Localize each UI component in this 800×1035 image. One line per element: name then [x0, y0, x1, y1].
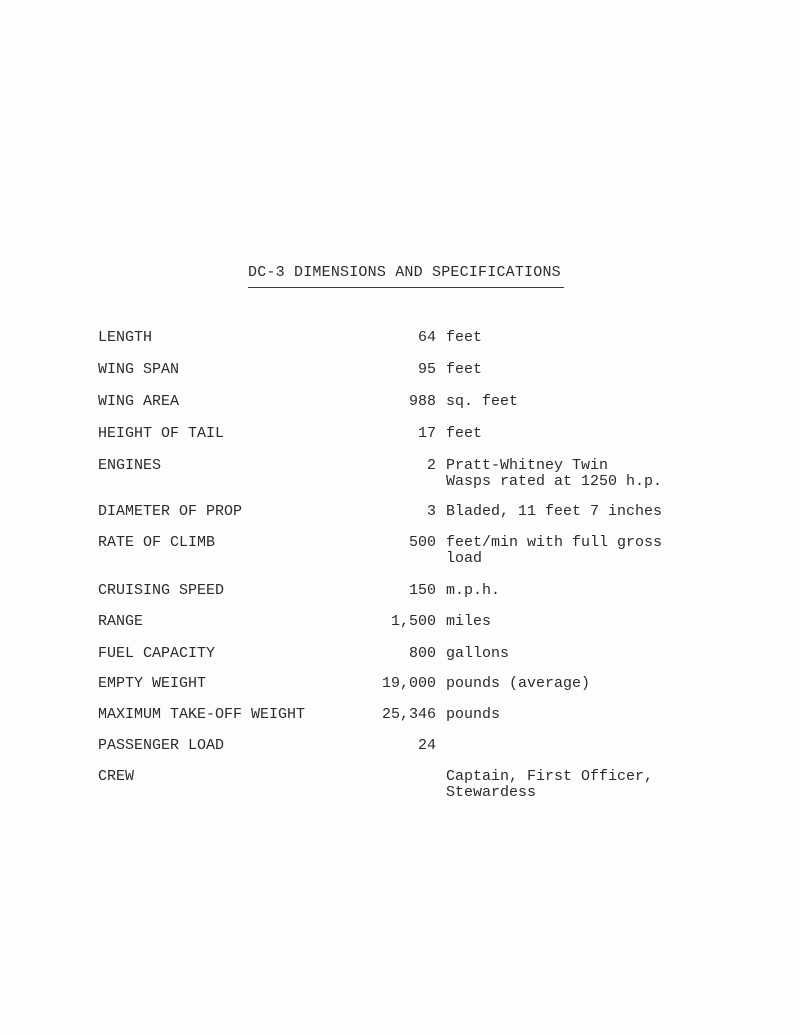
spec-number: 3	[426, 503, 436, 520]
spec-value: gallons	[446, 645, 510, 662]
spec-number: 64	[417, 329, 436, 346]
spec-value: Bladed, 11 feet 7 inches	[446, 503, 663, 520]
spec-label: RANGE	[98, 613, 144, 630]
spec-label: ENGINES	[98, 457, 162, 474]
spec-value: pounds (average)	[446, 675, 591, 692]
spec-label: CREW	[98, 768, 135, 785]
spec-label: RATE OF CLIMB	[98, 534, 216, 551]
spec-label: MAXIMUM TAKE-OFF WEIGHT	[98, 706, 306, 723]
spec-number: 1,500	[390, 613, 436, 630]
spec-label: LENGTH	[98, 329, 153, 346]
spec-value: Pratt-Whitney Twin Wasps rated at 1250 h.p.	[446, 457, 663, 490]
spec-label: EMPTY WEIGHT	[98, 675, 207, 692]
spec-value: feet	[446, 329, 483, 346]
spec-label: DIAMETER OF PROP	[98, 503, 243, 520]
spec-number: 19,000	[381, 675, 436, 692]
title-underline	[248, 287, 564, 288]
spec-value: feet	[446, 425, 483, 442]
spec-number: 2	[426, 457, 436, 474]
spec-label: HEIGHT OF TAIL	[98, 425, 225, 442]
spec-label: WING AREA	[98, 393, 180, 410]
spec-value: feet	[446, 361, 483, 378]
document-title: DC-3 DIMENSIONS AND SPECIFICATIONS	[248, 264, 561, 281]
spec-label: PASSENGER LOAD	[98, 737, 225, 754]
spec-number: 500	[408, 534, 436, 551]
spec-number: 17	[417, 425, 436, 442]
spec-number: 95	[417, 361, 436, 378]
spec-value: pounds	[446, 706, 501, 723]
spec-value: m.p.h.	[446, 582, 501, 599]
spec-value: miles	[446, 613, 492, 630]
spec-label: CRUISING SPEED	[98, 582, 225, 599]
spec-number: 800	[408, 645, 436, 662]
spec-label: FUEL CAPACITY	[98, 645, 216, 662]
spec-value: Captain, First Officer, Stewardess	[446, 768, 654, 801]
spec-value: sq. feet	[446, 393, 519, 410]
spec-number: 988	[408, 393, 436, 410]
spec-value: feet/min with full gross load	[446, 534, 663, 567]
spec-label: WING SPAN	[98, 361, 180, 378]
spec-number: 150	[408, 582, 436, 599]
spec-number: 24	[417, 737, 436, 754]
spec-number: 25,346	[381, 706, 436, 723]
